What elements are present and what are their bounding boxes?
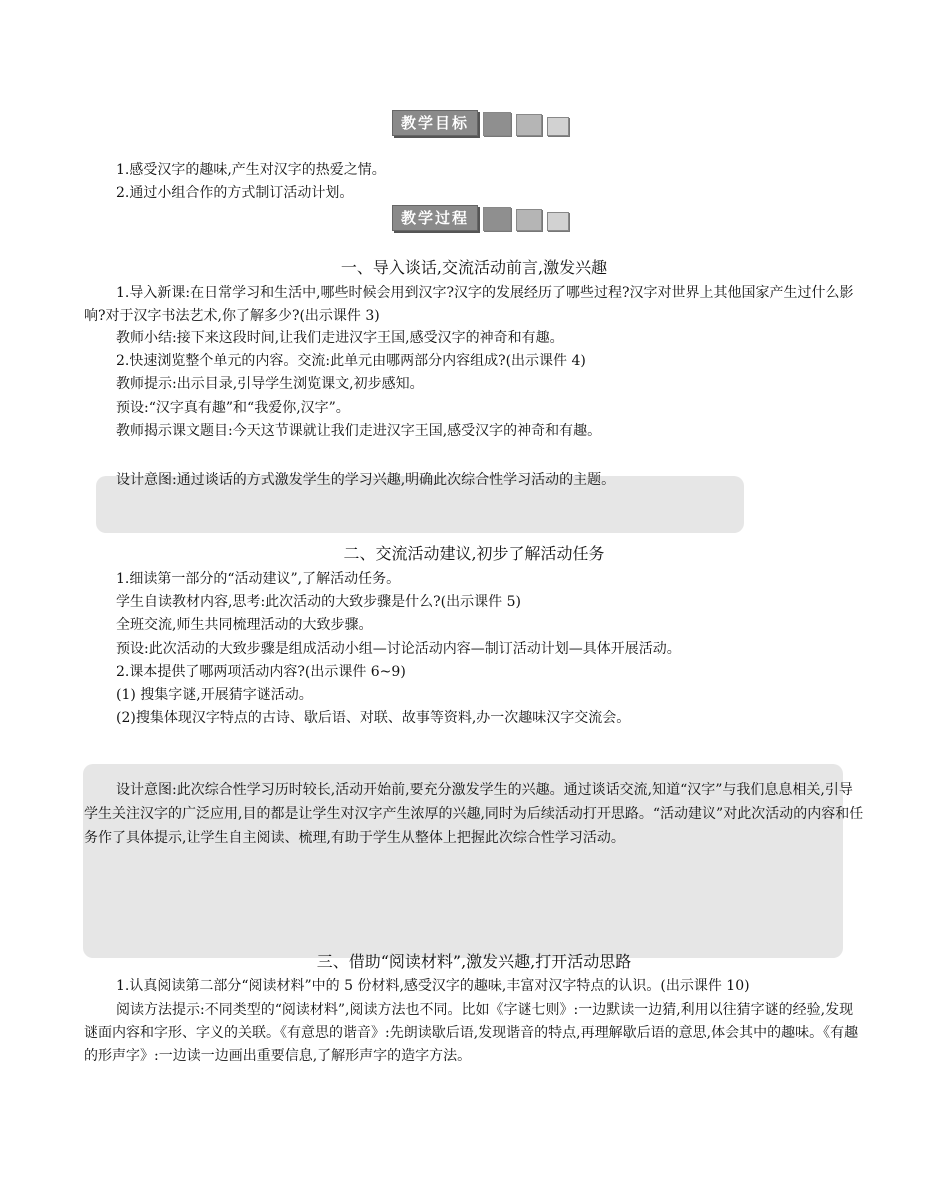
paragraph: 1.细读第一部分的“活动建议”,了解活动任务。 xyxy=(116,571,401,587)
paragraph: 阅读方法提示:不同类型的“阅读材料”,阅读方法也不同。比如《字谜七则》:一边默读一边猜,利用以往猜字谜的经验,发现谜面内容和字形、字义的关联。《有意思的谐音》:先朗读歇后语,发现谐音的特点,再理解歇后语的意思,体会其中的趣味。《有趣的形声字》:一边读一边画出重要信息,了解形声字的造字方法。 xyxy=(84,1002,859,1064)
objectives-banner xyxy=(392,110,569,136)
section-heading-3: 三、借助“阅读材料”,激发兴趣,打开活动思路 xyxy=(316,952,632,971)
design-intent-text: 设计意图:通过谈话的方式激发学生的学习兴趣,明确此次综合性学习活动的主题。 xyxy=(116,472,616,488)
paragraph: 1.导入新课:在日常学习和生活中,哪些时候会用到汉字?汉字的发展经历了哪些过程?汉字对世界上其他国家产生过什么影响?对于汉字书法艺术,你了解多少?(出示课件 3) xyxy=(84,285,854,324)
paragraph: (2)搜集体现汉字特点的古诗、歇后语、对联、故事等资料,办一次趣味汉字交流会。 xyxy=(116,710,631,726)
paragraph: (1) 搜集字谜,开展猜字谜活动。 xyxy=(116,687,313,703)
paragraph: 2.快速浏览整个单元的内容。交流:此单元由哪两部分内容组成?(出示课件 4) xyxy=(116,353,586,369)
objectives-banner-label: 教学目标 xyxy=(392,110,478,136)
design-intent-text: 设计意图:此次综合性学习历时较长,活动开始前,要充分激发学生的兴趣。通过谈话交流,知道“汉字”与我们息息相关,引导学生关注汉字的广泛应用,目的都是让学生对汉字产生浓厚的兴趣,同时为后续活动打开思路。“活动建议”对此次活动的内容和任务作了具体提示,让学生自主阅读、梳理,有助于学生从整体上把握此次综合性学习活动。 xyxy=(84,782,864,846)
paragraph: 教师揭示课文题目:今天这节课就让我们走进汉字王国,感受汉字的神奇和有趣。 xyxy=(116,423,602,439)
banner-square-icon xyxy=(547,212,569,231)
section-heading-2: 二、交流活动建议,初步了解活动任务 xyxy=(343,544,605,563)
objective-item: 2.通过小组合作的方式制订活动计划。 xyxy=(116,185,354,201)
banner-square-icon xyxy=(547,117,569,136)
paragraph: 教师提示:出示目录,引导学生浏览课文,初步感知。 xyxy=(116,376,424,392)
section-heading-1: 一、导入谈话,交流活动前言,激发兴趣 xyxy=(340,258,608,277)
paragraph: 预设:此次活动的大致步骤是组成活动小组—讨论活动内容—制订活动计划—具体开展活动。 xyxy=(116,641,681,657)
banner-square-icon xyxy=(483,207,511,231)
process-banner xyxy=(392,205,569,231)
banner-square-icon xyxy=(483,112,511,136)
banner-square-icon xyxy=(516,114,542,136)
paragraph: 预设:“汉字真有趣”和“我爱你,汉字”。 xyxy=(116,400,350,416)
paragraph: 1.认真阅读第二部分“阅读材料”中的 5 份材料,感受汉字的趣味,丰富对汉字特点的认识。(出示课件 10) xyxy=(116,978,750,994)
banner-square-icon xyxy=(516,209,542,231)
process-banner-label: 教学过程 xyxy=(392,205,478,231)
paragraph: 学生自读教材内容,思考:此次活动的大致步骤是什么?(出示课件 5) xyxy=(116,594,521,610)
objective-item: 1.感受汉字的趣味,产生对汉字的热爱之情。 xyxy=(116,162,386,178)
paragraph: 全班交流,师生共同梳理活动的大致步骤。 xyxy=(116,617,373,633)
paragraph: 教师小结:接下来这段时间,让我们走进汉字王国,感受汉字的神奇和有趣。 xyxy=(116,330,564,346)
paragraph: 2.课本提供了哪两项活动内容?(出示课件 6~9) xyxy=(116,664,406,680)
